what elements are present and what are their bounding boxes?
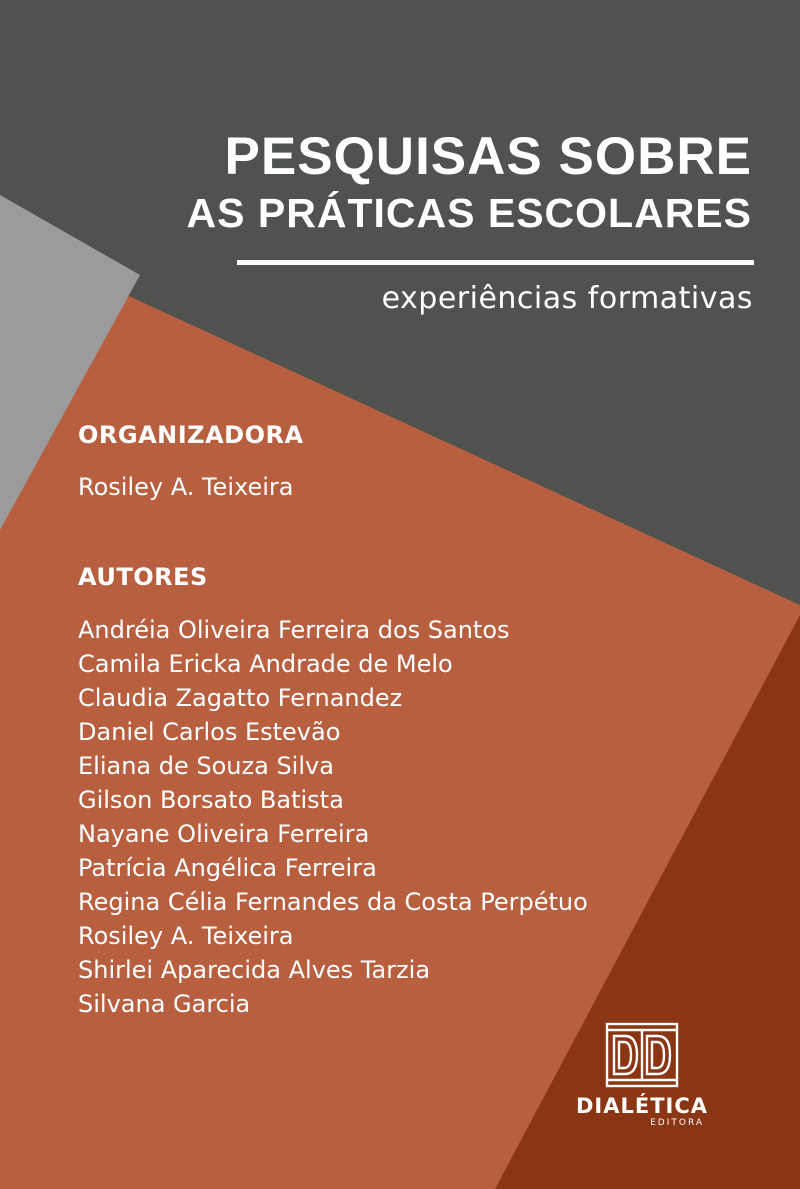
authors-list	[78, 613, 588, 1021]
author-name: Silvana Garcia	[78, 990, 251, 1018]
author-name: Camila Ericka Andrade de Melo	[78, 650, 453, 678]
author-name: Shirlei Aparecida Alves Tarzia	[78, 956, 431, 984]
book-subtitle: experiências formativas	[381, 281, 753, 316]
author-name: Nayane Oliveira Ferreira	[78, 820, 370, 848]
dialetica-dd-logo-icon	[605, 1022, 679, 1088]
publisher-subtitle: EDITORA	[650, 1118, 704, 1128]
organizer-label: ORGANIZADORA	[78, 421, 304, 449]
author-name: Regina Célia Fernandes da Costa Perpétuo	[78, 888, 588, 916]
authors-label: AUTORES	[78, 563, 208, 591]
author-name: Eliana de Souza Silva	[78, 752, 334, 780]
author-name: Andréia Oliveira Ferreira dos Santos	[78, 616, 510, 644]
title-divider	[237, 260, 754, 265]
author-name: Rosiley A. Teixeira	[78, 922, 294, 950]
title-line-1: PESQUISAS SOBRE	[224, 127, 752, 186]
author-name: Daniel Carlos Estevão	[78, 718, 341, 746]
publisher-logo	[572, 1022, 712, 1128]
author-name: Claudia Zagatto Fernandez	[78, 684, 403, 712]
author-name: Gilson Borsato Batista	[78, 786, 344, 814]
author-name: Patrícia Angélica Ferreira	[78, 854, 377, 882]
title-line-2: AS PRÁTICAS ESCOLARES	[186, 190, 752, 236]
publisher-name: DIALÉTICA	[575, 1094, 709, 1118]
book-title	[187, 126, 752, 238]
organizer-name: Rosiley A. Teixeira	[78, 473, 294, 501]
